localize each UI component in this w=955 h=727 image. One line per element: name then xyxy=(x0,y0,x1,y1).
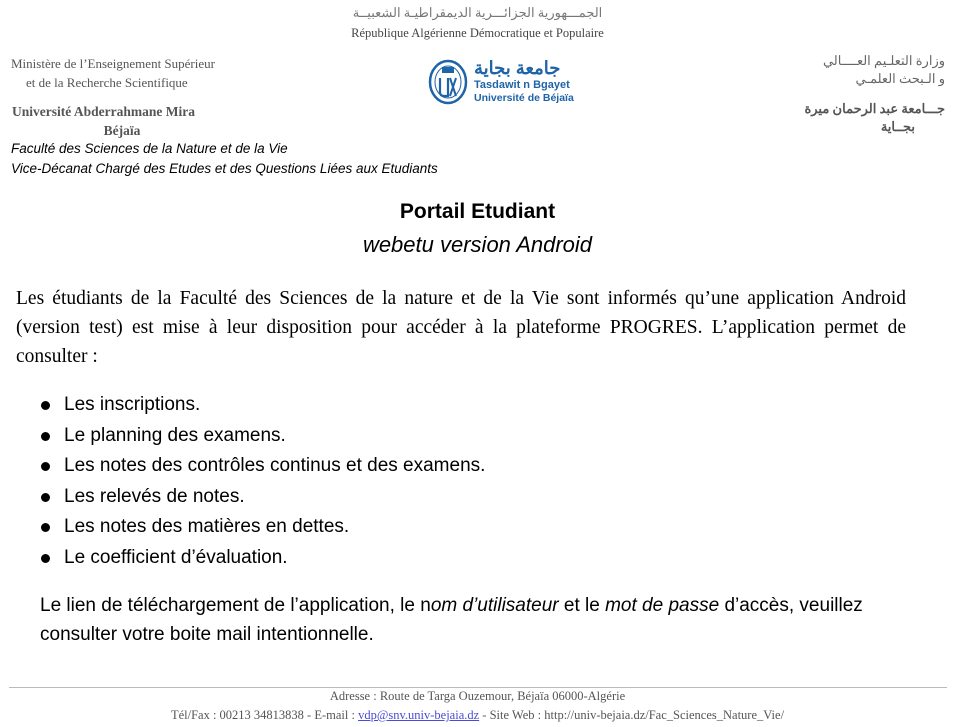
ministry-block xyxy=(11,54,215,92)
university-emblem-icon xyxy=(428,58,468,106)
arabic-ministry-block xyxy=(823,52,945,88)
email-link[interactable]: vdp@snv.univ-bejaia.dz xyxy=(358,708,480,722)
list-item: Le planning des examens. xyxy=(40,421,485,452)
faculty-block xyxy=(11,139,438,179)
arabic-university-line-2: بجــاية xyxy=(880,119,915,134)
bullet-icon xyxy=(41,462,50,471)
footer-divider xyxy=(9,687,947,688)
list-item: Les inscriptions. xyxy=(40,390,485,421)
intro-paragraph: Les étudiants de la Faculté des Sciences de la nature et de la Vie sont informés qu’une application Android (version test) est mise à leur disposition pour accéder à la plateforme PROGRES. L’application permet de consulter : xyxy=(16,288,906,367)
bullet-icon xyxy=(41,401,50,410)
university-city: Béjaïa xyxy=(103,123,141,138)
list-item: Le coefficient d’évaluation. xyxy=(40,543,485,574)
page-title: Portail Etudiant xyxy=(399,200,556,223)
page-subtitle: webetu version Android xyxy=(362,232,593,257)
arabic-republic-title: الجمـــهورية الجزائـــرية الديمقراطيـة الشعبيــة xyxy=(352,5,603,20)
arabic-university-block xyxy=(804,100,945,136)
list-item: Les notes des matières en dettes. xyxy=(40,512,485,543)
arabic-ministry-line-2: و الـبحث العلمـي xyxy=(855,71,945,86)
french-republic-title: République Algérienne Démocratique et Populaire xyxy=(351,26,604,40)
logo-tamazight-text: Tasdawit n Bgayet xyxy=(474,79,570,91)
credentials-paragraph: Le lien de téléchargement de l’application, le nom d’utilisateur et le mot de passe d’accès, veuillez consulter votre boite mail intentionnelle. xyxy=(40,595,863,645)
footer-address: Adresse : Route de Targa Ouzemour, Béjaïa 06000-Algérie xyxy=(329,689,626,703)
logo-french-text: Université de Béjaïa xyxy=(474,92,574,104)
faculty-name: Faculté des Sciences de la Nature et de la Vie xyxy=(11,141,288,156)
arabic-university-line-1: جـــامعة عبد الرحمان ميرة xyxy=(804,101,945,116)
university-block xyxy=(12,102,232,140)
university-name: Université Abderrahmane Mira xyxy=(12,104,195,119)
list-item: Les notes des contrôles continus et des examens. xyxy=(40,451,485,482)
logo-arabic-text: جامعة بجاية xyxy=(474,58,561,78)
bullet-icon xyxy=(41,523,50,532)
bullet-icon xyxy=(41,432,50,441)
feature-list xyxy=(40,390,485,573)
footer-contact: Tél/Fax : 00213 34813838 - E-mail : vdp@snv.univ-bejaia.dz - Site Web : http://univ-bejaia.dz/Fac_Sciences_Nature_Vie/ xyxy=(170,708,785,722)
vice-deanery-name: Vice-Décanat Chargé des Etudes et des Questions Liées aux Etudiants xyxy=(11,161,438,176)
ministry-line-1: Ministère de l’Enseignement Supérieur xyxy=(11,56,215,71)
ministry-line-2: et de la Recherche Scientifique xyxy=(26,75,188,90)
list-item: Les relevés de notes. xyxy=(40,482,485,513)
university-logo xyxy=(428,58,578,106)
bullet-icon xyxy=(41,554,50,563)
bullet-icon xyxy=(41,493,50,502)
arabic-ministry-line-1: وزارة التعلـيم العــــالي xyxy=(822,53,945,68)
